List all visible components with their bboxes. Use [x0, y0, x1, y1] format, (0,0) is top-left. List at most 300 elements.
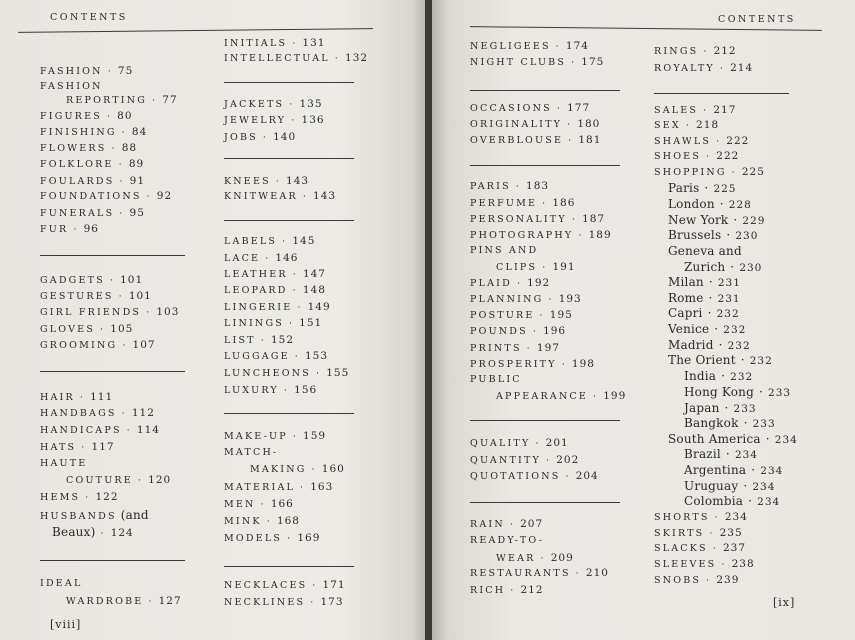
entry-term: HANDBAGS	[40, 408, 117, 419]
entry-dot: ·	[316, 368, 322, 379]
index-entry	[654, 574, 739, 586]
entry-term: OVERBLOUSE	[470, 135, 564, 146]
entry-term: WEAR	[496, 553, 536, 564]
index-entry	[654, 45, 737, 57]
entry-term: COUTURE	[66, 475, 133, 486]
index-entry	[654, 62, 753, 74]
entry-dot: ·	[297, 302, 303, 313]
index-entry	[470, 293, 582, 305]
entry-dot: ·	[266, 516, 272, 527]
entry-page-number: 168	[276, 515, 300, 527]
index-entry	[470, 40, 589, 52]
entry-term: POUNDS	[470, 326, 528, 337]
index-entry	[66, 595, 182, 607]
index-entry	[224, 596, 344, 608]
entry-term: FUNERALS	[40, 208, 115, 219]
entry-page-number: 217	[713, 104, 737, 116]
entry-term: Japan	[684, 401, 720, 415]
index-entry	[668, 275, 741, 289]
entry-term: GESTURES	[40, 291, 114, 302]
entry-dot: ·	[532, 326, 539, 337]
entry-page-number: 152	[270, 334, 294, 346]
index-entry	[224, 334, 294, 346]
index-entry	[224, 481, 333, 493]
entry-term: LINGERIE	[224, 302, 293, 313]
entry-term: ROYALTY	[654, 63, 715, 74]
entry-term: FIGURES	[40, 111, 102, 122]
entry-dot: ·	[719, 63, 726, 74]
entry-term: JEWELRY	[224, 115, 287, 126]
index-entry	[668, 322, 746, 336]
entry-term: LIST	[224, 335, 256, 346]
index-entry	[40, 223, 99, 235]
entry-dot: ·	[575, 568, 581, 579]
page-number: [viii]	[50, 618, 82, 631]
entry-term: MODELS	[224, 533, 283, 544]
entry-page-number: 147	[302, 268, 326, 280]
entry-term: Bangkok	[684, 416, 739, 430]
entry-term: FUR	[40, 224, 69, 235]
index-entry	[470, 325, 566, 337]
entry-dot: ·	[265, 253, 271, 264]
entry-term: FASHION	[40, 66, 103, 77]
index-entry	[654, 166, 765, 178]
index-entry	[224, 447, 278, 458]
entry-term: NIGHT CLUBS	[470, 57, 567, 68]
entry-term: QUALITY	[470, 438, 531, 449]
entry-page-number: 146	[275, 252, 299, 264]
entry-term: Hong Kong	[684, 385, 754, 399]
section-rule	[654, 93, 789, 94]
entry-page-number: 136	[301, 114, 325, 126]
entry-dot: ·	[287, 533, 293, 544]
index-entry	[470, 518, 543, 530]
index-entry	[654, 150, 739, 162]
entry-term: SALES	[654, 105, 699, 116]
entry-page-number: 199	[603, 390, 627, 402]
entry-dot: ·	[703, 46, 709, 57]
entry-term: SHAWLS	[654, 136, 712, 147]
index-entry	[684, 260, 762, 274]
entry-page-number: 77	[162, 94, 178, 106]
entry-page-number: 143	[286, 175, 310, 187]
index-entry	[668, 228, 758, 242]
index-entry	[52, 525, 134, 539]
entry-term: The Orient	[668, 353, 736, 367]
header-rule	[470, 26, 822, 31]
entry-page-number: 192	[527, 277, 551, 289]
entry-term: INITIALS	[224, 38, 288, 49]
entry-dot: ·	[73, 224, 79, 235]
entry-page-number: 207	[520, 518, 544, 530]
entry-dot: ·	[260, 335, 266, 346]
entry-page-number: 92	[156, 190, 173, 202]
index-entry	[654, 104, 736, 116]
entry-page-number: 117	[91, 441, 115, 453]
entry-term: PINS AND	[470, 245, 539, 256]
entry-term: RESTAURANTS	[470, 568, 571, 579]
entry-dot: ·	[510, 585, 516, 596]
entry-dot: ·	[716, 136, 722, 147]
entry-term: APPEARANCE	[496, 391, 588, 402]
entry-page-number: 160	[321, 463, 345, 475]
section-rule	[224, 158, 354, 159]
entry-dot: ·	[567, 119, 573, 130]
entry-dot: ·	[706, 151, 712, 162]
entry-term: PARIS	[470, 181, 511, 192]
entry-dot: ·	[561, 359, 567, 370]
section-rule	[470, 502, 620, 503]
entry-term: SEX	[654, 120, 681, 131]
entry-term: IDEAL	[40, 578, 83, 589]
entry-dot: ·	[568, 135, 574, 146]
index-entry	[654, 119, 719, 131]
entry-dot: ·	[730, 260, 735, 274]
entry-dot: ·	[302, 191, 309, 202]
entry-term-extra: (and	[116, 508, 149, 522]
index-entry	[470, 197, 575, 209]
index-entry	[496, 552, 574, 564]
entry-page-number: 122	[95, 491, 119, 503]
entry-page-number: 197	[536, 342, 560, 354]
entry-dot: ·	[542, 262, 548, 273]
entry-term: Zurich	[684, 260, 726, 274]
entry-term: Colombia	[684, 494, 744, 508]
entry-page-number: 234	[774, 434, 798, 446]
index-entry	[40, 126, 147, 138]
entry-dot: ·	[748, 494, 753, 508]
entry-dot: ·	[592, 391, 599, 402]
index-entry	[470, 56, 604, 68]
entry-dot: ·	[725, 447, 730, 461]
entry-dot: ·	[292, 269, 298, 280]
entry-dot: ·	[509, 519, 516, 530]
entry-term: London	[668, 197, 715, 211]
entry-term: RAIN	[470, 519, 505, 530]
index-entry	[40, 491, 119, 503]
entry-term: READY-TO-	[470, 535, 545, 546]
entry-dot: ·	[578, 230, 584, 241]
entry-dot: ·	[555, 41, 561, 52]
entry-dot: ·	[571, 214, 578, 225]
index-entry	[224, 384, 317, 396]
index-entry	[684, 447, 758, 461]
entry-term: LABELS	[224, 236, 278, 247]
entry-page-number: 173	[320, 596, 344, 608]
entry-page-number: 191	[552, 261, 576, 273]
index-entry	[224, 317, 322, 329]
entry-term: LACE	[224, 253, 261, 264]
entry-dot: ·	[118, 291, 124, 302]
entry-page-number: 120	[148, 474, 172, 486]
entry-term: Uruguay	[684, 479, 739, 493]
entry-page-number: 80	[117, 110, 133, 122]
entry-dot: ·	[310, 597, 316, 608]
entry-term: SLEEVES	[654, 559, 717, 570]
index-entry	[668, 213, 765, 227]
entry-dot: ·	[152, 95, 158, 106]
entry-page-number: 132	[345, 52, 369, 64]
entry-term: NECKLACES	[224, 580, 308, 591]
index-entry	[40, 391, 113, 403]
index-entry	[668, 291, 741, 305]
entry-term: Argentina	[684, 463, 747, 477]
entry-dot: ·	[121, 127, 127, 138]
entry-page-number: 149	[307, 301, 331, 313]
entry-page-number: 233	[768, 387, 792, 399]
index-entry	[470, 309, 573, 321]
entry-term: India	[684, 369, 717, 383]
entry-term: REPORTING	[66, 95, 148, 106]
entry-page-number: 89	[128, 158, 145, 170]
index-entry	[224, 268, 326, 280]
index-entry	[470, 454, 579, 466]
index-entry	[470, 277, 550, 289]
index-entry	[470, 567, 609, 579]
index-entry	[40, 158, 144, 170]
index-entry	[654, 135, 749, 147]
entry-page-number: 169	[297, 532, 321, 544]
entry-page-number: 181	[578, 134, 602, 146]
entry-dot: ·	[81, 442, 87, 453]
entry-page-number: 96	[83, 223, 99, 235]
entry-term: OCCASIONS	[470, 103, 552, 114]
right-page	[432, 0, 855, 640]
entry-page-number: 105	[110, 323, 134, 335]
entry-term: LEATHER	[224, 269, 288, 280]
index-entry	[470, 213, 605, 225]
entry-page-number: 230	[735, 230, 759, 242]
entry-term: PROSPERITY	[470, 359, 557, 370]
entry-page-number: 238	[731, 558, 755, 570]
entry-term: SHORTS	[654, 512, 710, 523]
entry-term: HUSBANDS	[40, 511, 117, 522]
index-entry	[684, 369, 753, 383]
index-entry	[684, 416, 776, 430]
index-entry	[224, 252, 298, 264]
entry-page-number: 232	[749, 355, 773, 367]
entry-dot: ·	[122, 340, 128, 351]
entry-page-number: 233	[752, 418, 776, 430]
entry-term: RINGS	[654, 46, 699, 57]
entry-page-number: 174	[565, 40, 589, 52]
index-entry	[684, 479, 775, 493]
entry-term: Brazil	[684, 447, 721, 461]
entry-page-number: 180	[577, 118, 601, 130]
entry-dot: ·	[260, 499, 266, 510]
entry-term: New York	[668, 213, 729, 227]
entry-term: GADGETS	[40, 275, 105, 286]
entry-page-number: 234	[757, 496, 781, 508]
entry-term: FOULARDS	[40, 176, 115, 187]
entry-term: LUNCHEONS	[224, 368, 312, 379]
entry-dot: ·	[107, 66, 113, 77]
entry-page-number: 111	[90, 391, 114, 403]
entry-page-number: 235	[719, 527, 743, 539]
index-entry	[470, 374, 522, 385]
index-entry	[66, 94, 178, 106]
entry-dot: ·	[334, 53, 341, 64]
index-entry	[40, 578, 82, 589]
index-entry	[40, 81, 103, 92]
entry-page-number: 218	[696, 119, 720, 131]
index-entry	[668, 181, 736, 195]
entry-page-number: 107	[132, 339, 156, 351]
entry-dot: ·	[100, 528, 106, 539]
index-entry	[40, 65, 133, 77]
entry-dot: ·	[726, 228, 731, 242]
section-rule	[470, 90, 620, 91]
entry-page-number: 131	[302, 37, 326, 49]
entry-dot: ·	[704, 181, 709, 195]
index-entry	[40, 175, 145, 187]
entry-page-number: 95	[129, 207, 145, 219]
entry-term: LININGS	[224, 318, 284, 329]
entry-dot: ·	[571, 57, 577, 68]
entry-term: JOBS	[224, 132, 258, 143]
entry-page-number: 210	[585, 567, 609, 579]
entry-term: LUGGAGE	[224, 351, 290, 362]
entry-dot: ·	[731, 167, 737, 178]
page-number: [ix]	[773, 596, 796, 609]
index-entry	[684, 463, 783, 477]
entry-page-number: 145	[292, 235, 316, 247]
entry-term: FOUNDATIONS	[40, 191, 142, 202]
entry-term: South America	[668, 432, 761, 446]
entry-dot: ·	[565, 471, 571, 482]
entry-term: FOLKLORE	[40, 159, 114, 170]
entry-term: POSTURE	[470, 310, 535, 321]
entry-term: Venice	[668, 322, 710, 336]
index-entry	[470, 342, 560, 354]
entry-page-number: 186	[552, 197, 576, 209]
index-entry	[224, 98, 323, 110]
entry-page-number: 177	[567, 102, 591, 114]
entry-page-number: 234	[724, 511, 748, 523]
entry-dot: ·	[146, 307, 152, 318]
entry-term: CLIPS	[496, 262, 538, 273]
index-entry	[224, 301, 331, 313]
entry-dot: ·	[709, 528, 715, 539]
entry-page-number: 231	[717, 277, 741, 289]
entry-page-number: 148	[302, 284, 326, 296]
index-entry	[40, 142, 137, 154]
index-entry	[668, 244, 742, 258]
index-entry	[40, 190, 172, 202]
index-entry	[684, 385, 791, 399]
section-rule	[470, 165, 620, 166]
entry-page-number: 234	[760, 465, 784, 477]
entry-dot: ·	[539, 310, 545, 321]
entry-term: Rome	[668, 291, 704, 305]
entry-term: SKIRTS	[654, 528, 705, 539]
entry-dot: ·	[292, 285, 298, 296]
entry-page-number: 198	[571, 358, 595, 370]
entry-dot: ·	[126, 425, 132, 436]
entry-dot: ·	[283, 385, 290, 396]
entry-dot: ·	[79, 392, 86, 403]
entry-page-number: 84	[131, 126, 148, 138]
index-entry	[654, 558, 755, 570]
index-entry	[668, 353, 773, 367]
section-rule	[470, 420, 620, 421]
entry-term: Madrid	[668, 338, 714, 352]
entry-term: SNOBS	[654, 575, 702, 586]
entry-term: WARDROBE	[66, 596, 144, 607]
entry-dot: ·	[137, 475, 144, 486]
entry-page-number: 222	[716, 150, 740, 162]
index-entry	[470, 245, 538, 256]
index-entry	[40, 339, 156, 351]
entry-term: HANDICAPS	[40, 425, 122, 436]
entry-page-number: 163	[310, 481, 334, 493]
entry-term: MAKING	[250, 464, 307, 475]
index-entry	[224, 284, 326, 296]
entry-dot: ·	[146, 191, 152, 202]
header-rule	[18, 28, 373, 33]
index-entry	[224, 430, 326, 442]
index-entry	[668, 306, 740, 320]
running-head: CONTENTS	[718, 14, 796, 25]
entry-page-number: 233	[733, 403, 757, 415]
index-entry	[224, 114, 325, 126]
entry-page-number: 196	[543, 325, 567, 337]
index-entry	[470, 470, 599, 482]
index-entry	[470, 134, 601, 146]
entry-term: HAUTE	[40, 458, 88, 469]
entry-dot: ·	[312, 580, 318, 591]
entry-dot: ·	[291, 115, 297, 126]
index-entry	[496, 261, 576, 273]
section-rule	[40, 255, 185, 256]
book-gutter	[425, 0, 432, 640]
entry-term: FASHION	[40, 81, 103, 92]
entry-page-number: 124	[110, 527, 134, 539]
index-entry	[668, 197, 752, 211]
section-rule	[40, 560, 185, 561]
entry-dot: ·	[718, 338, 723, 352]
entry-term: SLACKS	[654, 543, 708, 554]
entry-page-number: 228	[728, 199, 752, 211]
index-entry	[224, 37, 325, 49]
entry-dot: ·	[535, 438, 541, 449]
entry-page-number: 159	[303, 430, 327, 442]
section-rule	[224, 82, 354, 83]
entry-term: PERSONALITY	[470, 214, 567, 225]
entry-page-number: 225	[741, 166, 765, 178]
index-entry	[40, 290, 152, 302]
entry-page-number: 204	[575, 470, 599, 482]
entry-page-number: 114	[136, 424, 160, 436]
index-entry	[66, 474, 171, 486]
entry-term: MEN	[224, 499, 256, 510]
index-entry	[224, 579, 346, 591]
entry-term: RICH	[470, 585, 506, 596]
index-entry	[40, 424, 160, 436]
index-entry	[40, 508, 149, 522]
entry-term: Paris	[668, 181, 700, 195]
entry-page-number: 183	[526, 180, 550, 192]
entry-page-number: 201	[545, 437, 569, 449]
index-entry	[668, 432, 798, 446]
entry-page-number: 101	[128, 290, 152, 302]
entry-dot: ·	[708, 291, 713, 305]
entry-page-number: 189	[588, 229, 612, 241]
entry-term: GIRL FRIENDS	[40, 307, 142, 318]
index-entry	[224, 131, 296, 143]
entry-term: KNITWEAR	[224, 191, 298, 202]
entry-dot: ·	[548, 294, 554, 305]
